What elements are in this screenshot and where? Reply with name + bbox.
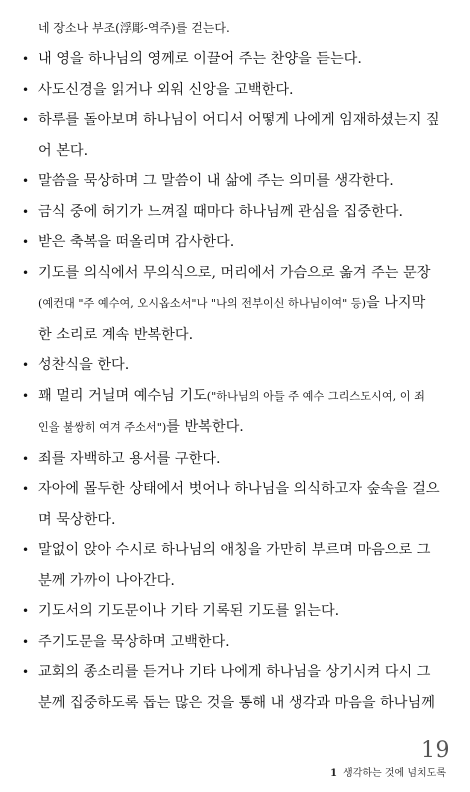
bullet-icon: • [22, 634, 30, 649]
list-item [16, 44, 456, 75]
list-item [16, 596, 456, 627]
list-item [16, 535, 456, 596]
list-item-text: 금식 중에 허기가 느껴질 때마다 하나님께 관심을 집중한다. [38, 203, 404, 220]
list-item [16, 381, 456, 444]
list-item-text: 을 나지막 [365, 295, 426, 311]
list-item-text: 성찬식을 한다. [38, 357, 130, 373]
list-item-example-text: (예컨대 "주 예수여, 오시옵소서"나 "나의 전부이신 하나님이여" 등) [38, 297, 366, 310]
bullet-icon: • [22, 82, 30, 97]
bullet-icon: • [22, 52, 30, 66]
bullet-icon: • [22, 265, 30, 280]
list-item-prayer-text: ("하나님의 아들 주 예수 그리스도시여, 이 죄 [206, 389, 425, 403]
list-item-text: 사도신경을 읽거나 외워 신앙을 고백한다. [38, 81, 294, 98]
list-item-text: 말없이 앉아 수시로 하나님의 애칭을 가만히 부르며 마음으로 그 [38, 542, 431, 558]
list-item [16, 627, 456, 658]
list-item-text: 죄를 자백하고 용서를 구한다. [38, 450, 221, 467]
bullet-icon: • [22, 174, 30, 188]
bullet-icon: • [22, 113, 30, 127]
list-item-text: 교회의 종소리를 듣거나 기타 나에게 하나님을 상기시켜 다시 그 [38, 664, 431, 680]
bullet-icon: • [22, 482, 30, 496]
list-item-text: 어 본다. [38, 142, 89, 159]
bullet-icon: • [22, 665, 30, 679]
bullet-icon: • [22, 235, 30, 249]
practice-list [16, 44, 456, 718]
list-item-text: 하루를 돌아보며 하나님이 어디서 어떻게 나에게 임재하셨는지 짚 [38, 112, 440, 128]
bullet-icon: • [22, 451, 30, 466]
list-item-text: 꽤 멀리 거닐며 예수님 기도 [38, 387, 207, 404]
bullet-icon: • [22, 543, 30, 557]
list-item-text: 기도서의 기도문이나 기타 기록된 기도를 읽는다. [38, 603, 340, 619]
list-item [16, 258, 456, 351]
list-item-text: 자아에 몰두한 상태에서 벗어나 하나님을 의식하고자 숲속을 걸으 [38, 481, 440, 497]
bullet-icon: • [22, 604, 30, 618]
list-item-prayer-text: 인을 불쌍히 여겨 주소서") [38, 421, 167, 434]
list-item-text: 받은 축복을 떠올리며 감사한다. [38, 234, 235, 250]
chapter-title: 생각하는 것에 넘치도록 [343, 768, 446, 779]
list-item-text: 분께 가까이 나아간다. [38, 572, 175, 589]
list-item-text: 주기도문을 묵상하며 고백한다. [38, 633, 230, 650]
list-item-text: 내 영을 하나님의 영께로 이끌어 주는 찬양을 듣는다. [38, 51, 362, 67]
list-item-text: 말씀을 묵상하며 그 말씀이 내 삶에 주는 의미를 생각한다. [38, 173, 394, 189]
continuation-text: 네 장소나 부조(浮彫-역주)를 걷는다. [38, 21, 230, 35]
list-item-text: 한 소리로 계속 반복한다. [38, 326, 194, 343]
list-item-text: 며 묵상한다. [38, 511, 116, 528]
list-item-text: 분께 집중하도록 돕는 많은 것을 통해 내 생각과 마음을 하나님께 [38, 694, 435, 711]
list-item [16, 474, 456, 535]
list-item-text: 를 반복한다. [166, 419, 244, 435]
list-item [16, 105, 456, 166]
list-item [16, 657, 456, 718]
bullet-icon: • [22, 388, 30, 403]
list-item [16, 350, 456, 381]
list-item [16, 444, 456, 475]
list-item [16, 197, 456, 228]
list-item [16, 166, 456, 197]
running-footer [330, 764, 446, 779]
list-item-text: 기도를 의식에서 무의식으로, 머리에서 가슴으로 옮겨 주는 문장 [38, 264, 431, 281]
page-number: 19 [421, 738, 450, 763]
list-item [16, 227, 456, 258]
bullet-icon: • [22, 204, 30, 219]
chapter-number: 1 [330, 768, 338, 779]
bullet-icon: • [22, 358, 30, 372]
list-item [16, 75, 456, 106]
